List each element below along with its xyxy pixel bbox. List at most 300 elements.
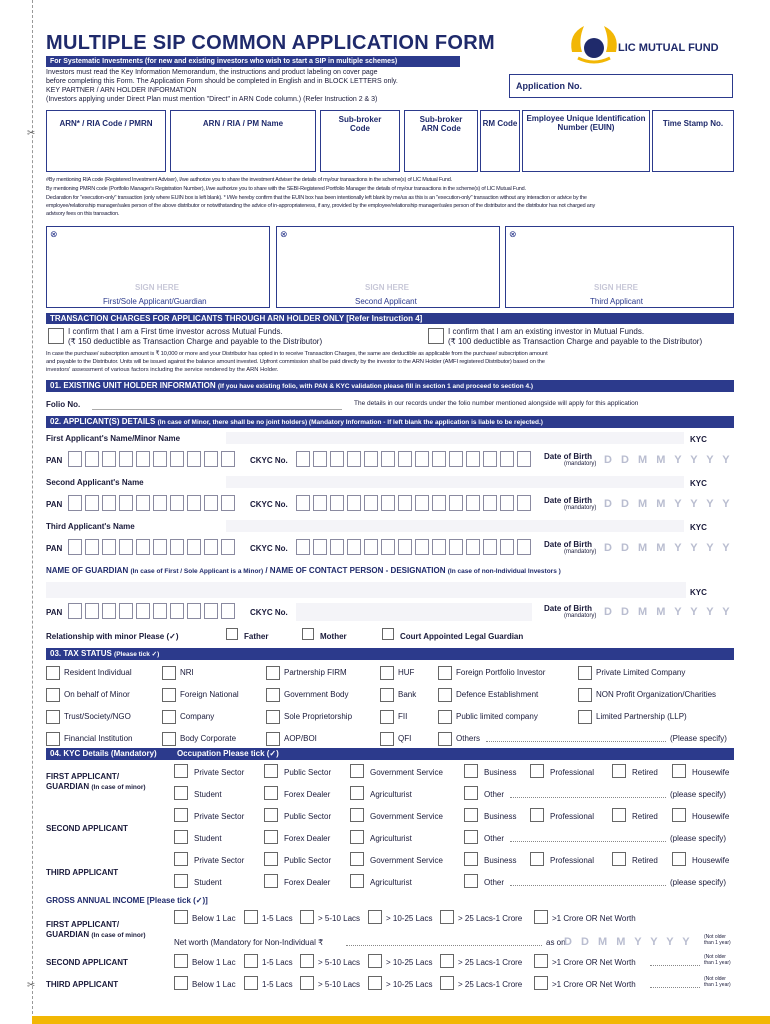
timestamp-header: Time Stamp No. (662, 119, 724, 128)
tax-status-checkbox[interactable] (438, 688, 452, 702)
pan-char-box[interactable] (170, 451, 184, 467)
court-guardian-checkbox[interactable] (382, 628, 394, 640)
occupation-checkbox[interactable] (612, 852, 626, 866)
tax-status-checkbox[interactable] (438, 666, 452, 680)
ckyc-char-box[interactable] (483, 539, 497, 555)
tax-status-option: Bank (398, 690, 417, 699)
ckyc-char-box[interactable] (483, 495, 497, 511)
networth-label: Net worth (Mandatory for Non-Individual ₹ (174, 938, 324, 947)
occupation-option: Other (484, 834, 505, 843)
euin-cell[interactable] (522, 110, 650, 172)
ckyc-char-box[interactable] (483, 451, 497, 467)
occupation-checkbox[interactable] (464, 852, 478, 866)
ckyc-char-box[interactable] (449, 495, 463, 511)
arn-code-cell[interactable] (46, 110, 166, 172)
pan-char-box[interactable] (119, 539, 133, 555)
pan-char-box[interactable] (170, 495, 184, 511)
occupation-checkbox[interactable] (264, 786, 278, 800)
section-1-bar (46, 380, 734, 392)
pan-char-box[interactable] (136, 539, 150, 555)
tax-status-checkbox[interactable] (46, 688, 60, 702)
dob-input[interactable]: D D M M Y Y Y Y (604, 498, 733, 510)
occupation-checkbox[interactable] (464, 830, 478, 844)
occupation-option: Student (194, 790, 222, 799)
pan-char-box[interactable] (204, 451, 218, 467)
guardian-pan-boxes[interactable] (68, 603, 240, 621)
ckyc-char-box[interactable] (296, 451, 310, 467)
networth-dots[interactable] (650, 965, 700, 966)
networth-dots[interactable] (650, 987, 700, 988)
pan-char-box[interactable] (119, 451, 133, 467)
occupation-checkbox[interactable] (174, 764, 188, 778)
pan-boxes[interactable] (68, 539, 240, 557)
tax-status-option: Foreign Portfolio Investor (456, 668, 546, 677)
occupation-checkbox[interactable] (174, 830, 188, 844)
ckyc-char-box[interactable] (415, 495, 429, 511)
arn-name-header: ARN / RIA / PM Name (202, 119, 284, 128)
ckyc-char-box[interactable] (449, 539, 463, 555)
not-older-note: (Not older than 1 year) (704, 954, 731, 966)
ckyc-char-box[interactable] (347, 451, 361, 467)
guardian-name-input[interactable] (46, 582, 686, 598)
contact-sub: (In case of non-Individual Investors ) (447, 568, 561, 575)
subbroker-code-cell[interactable] (320, 110, 400, 172)
section-title: TAX STATUS (63, 649, 112, 658)
income-checkbox[interactable] (440, 910, 454, 924)
broker-table (46, 110, 734, 172)
income-checkbox[interactable] (440, 954, 454, 968)
contact-label: / NAME OF CONTACT PERSON - DESIGNATION (265, 566, 446, 575)
pan-char-box[interactable] (187, 451, 201, 467)
father-checkbox[interactable] (226, 628, 238, 640)
pan-char-box[interactable] (153, 451, 167, 467)
ckyc-char-box[interactable] (517, 539, 531, 555)
income-checkbox[interactable] (300, 976, 314, 990)
occupation-checkbox[interactable] (264, 764, 278, 778)
tax-status-option: AOP/BOI (284, 734, 317, 743)
pan-char-box[interactable] (170, 539, 184, 555)
pan-char-box[interactable] (68, 495, 82, 511)
pan-char-box[interactable] (68, 451, 82, 467)
income-checkbox[interactable] (244, 910, 258, 924)
income-option: > 25 Lacs-1 Crore (458, 914, 523, 923)
ckyc-char-box[interactable] (449, 451, 463, 467)
dob-mandatory: (mandatory) (564, 505, 597, 511)
occupation-checkbox[interactable] (264, 808, 278, 822)
tax-status-checkbox[interactable] (380, 710, 394, 724)
income-checkbox[interactable] (174, 976, 188, 990)
dob-mandatory: (mandatory) (564, 549, 597, 555)
pan-label: PAN (46, 456, 63, 465)
intro-text: Investors must read the Key Information Memorandum, the instructions and product labeling on cover page (46, 69, 378, 76)
income-checkbox[interactable] (300, 910, 314, 924)
sign-caption-second: Second Applicant (355, 297, 417, 306)
section-title: APPLICANT(S) DETAILS (63, 417, 156, 426)
txn-note: investors' assessment of various factors including the service rendered by the ARN Holder. (46, 367, 279, 373)
income-checkbox[interactable] (244, 976, 258, 990)
relation-label: Relationship with minor Please (✓) (46, 632, 179, 641)
occupation-checkbox[interactable] (612, 808, 626, 822)
ckyc-char-box[interactable] (500, 539, 514, 555)
ckyc-char-box[interactable] (364, 451, 378, 467)
ckyc-char-box[interactable] (517, 451, 531, 467)
tax-status-checkbox[interactable] (162, 710, 176, 724)
ckyc-boxes[interactable] (296, 451, 532, 469)
tax-status-checkbox[interactable] (438, 732, 452, 746)
ckyc-char-box[interactable] (398, 539, 412, 555)
pan-char-box[interactable] (187, 539, 201, 555)
form-title: MULTIPLE SIP COMMON APPLICATION FORM (46, 32, 495, 54)
occupation-checkbox[interactable] (464, 764, 478, 778)
occupation-checkbox[interactable] (672, 852, 686, 866)
ckyc-char-box[interactable] (500, 495, 514, 511)
rm-code-header: RM Code (482, 119, 518, 128)
occupation-checkbox[interactable] (530, 764, 544, 778)
occupation-checkbox[interactable] (174, 874, 188, 888)
ckyc-char-box[interactable] (398, 451, 412, 467)
occupation-checkbox[interactable] (350, 874, 364, 888)
declaration-text: #By mentioning RIA code (Registered Investment Adviser), I/we authorize you to share the investment Adviser the details of my/our transactions in the scheme(s) of LIC Mutual Fund. (46, 177, 452, 183)
pan-boxes[interactable] (68, 495, 240, 513)
pan-char-box[interactable] (119, 495, 133, 511)
sign-box-first[interactable] (46, 226, 270, 308)
income-checkbox[interactable] (368, 910, 382, 924)
ckyc-boxes[interactable] (296, 495, 532, 513)
tax-status-checkbox[interactable] (380, 688, 394, 702)
occupation-checkbox[interactable] (530, 852, 544, 866)
tax-status-checkbox[interactable] (578, 666, 592, 680)
income-checkbox[interactable] (534, 910, 548, 924)
tax-status-option: Private Limited Company (596, 668, 686, 677)
occupation-checkbox[interactable] (350, 830, 364, 844)
dob-mandatory: (mandatory) (564, 613, 597, 619)
occupation-option: Professional (550, 768, 595, 777)
tax-status-checkbox[interactable] (162, 688, 176, 702)
income-checkbox[interactable] (174, 910, 188, 924)
tax-status-option: QFI (398, 734, 412, 743)
guardian-ckyc-boxes[interactable] (296, 603, 532, 621)
tax-status-option: Trust/Society/NGO (64, 712, 131, 721)
occupation-option: Professional (550, 812, 595, 821)
ckyc-char-box[interactable] (313, 539, 327, 555)
tax-status-checkbox[interactable] (266, 710, 280, 724)
applicant-name-input[interactable] (226, 520, 684, 532)
pan-char-box[interactable] (187, 495, 201, 511)
tax-status-checkbox[interactable] (266, 732, 280, 746)
pan-boxes[interactable] (68, 451, 240, 469)
tax-status-option: Others (456, 734, 481, 743)
pan-char-box[interactable] (68, 539, 82, 555)
ckyc-char-box[interactable] (432, 451, 446, 467)
application-no-label: Application No. (516, 81, 582, 91)
section-number: 04. (50, 749, 62, 758)
pan-char-box[interactable] (136, 495, 150, 511)
ckyc-char-box[interactable] (296, 539, 310, 555)
occupation-checkbox[interactable] (350, 764, 364, 778)
ckyc-char-box[interactable] (347, 495, 361, 511)
kyc-applicant-label: SECOND APPLICANT (46, 824, 128, 833)
ckyc-char-box[interactable] (398, 495, 412, 511)
occupation-checkbox[interactable] (264, 874, 278, 888)
networth-input[interactable] (346, 945, 542, 946)
occupation-checkbox[interactable] (530, 808, 544, 822)
pan-char-box[interactable] (102, 603, 116, 619)
ckyc-char-box[interactable] (381, 495, 395, 511)
occupation-heading: Occupation Please tick (✓) (176, 749, 279, 758)
intro-text: (Investors applying under Direct Plan must mention "Direct" in ARN Code column.) (Refer Instruction 2 & 3) (46, 96, 378, 103)
occupation-option: Forex Dealer (284, 834, 331, 843)
section-subtitle: (In case of Minor, there shall be no joint holders) (Mandatory Information - If left blank the application is liable to be rejected.) (157, 419, 543, 426)
ckyc-char-box[interactable] (432, 495, 446, 511)
occupation-checkbox[interactable] (464, 874, 478, 888)
occupation-checkbox[interactable] (464, 808, 478, 822)
sign-caption-third: Third Applicant (590, 297, 643, 306)
ckyc-char-box[interactable] (330, 495, 344, 511)
income-checkbox[interactable] (368, 954, 382, 968)
occupation-checkbox[interactable] (174, 808, 188, 822)
occupation-option: Private Sector (194, 768, 245, 777)
as-on-label: as on (546, 938, 566, 947)
occupation-option: Professional (550, 856, 595, 865)
ckyc-char-box[interactable] (381, 539, 395, 555)
occupation-checkbox[interactable] (350, 786, 364, 800)
others-specify-line[interactable] (486, 741, 666, 742)
guardian-heading (46, 566, 561, 575)
declaration-text: advisory fees on this transaction. (46, 211, 120, 217)
tax-status-option: Resident Individual (64, 668, 132, 677)
declaration-text: employee/relationship manager/sales person of the above distributor or notwithstanding the advice of in-appropriateness, if any, provided by the employee/relationship manager/sales person of the distributor and the distributor has not charged any (46, 203, 596, 209)
tax-status-checkbox[interactable] (46, 732, 60, 746)
tax-status-checkbox[interactable] (162, 732, 176, 746)
section-number: 02. (50, 417, 62, 426)
folio-note: The details in our records under the folio number mentioned alongside will apply for this application (354, 400, 639, 407)
pan-char-box[interactable] (204, 495, 218, 511)
ckyc-char-box[interactable] (364, 539, 378, 555)
occupation-checkbox[interactable] (612, 764, 626, 778)
occupation-checkbox[interactable] (350, 852, 364, 866)
other-specify-line[interactable] (510, 885, 666, 886)
occupation-option: Government Service (370, 812, 443, 821)
occupation-checkbox[interactable] (672, 808, 686, 822)
tax-status-checkbox[interactable] (578, 710, 592, 724)
networth-date-input[interactable]: D D M M Y Y Y Y (564, 936, 693, 948)
pan-char-box[interactable] (221, 539, 235, 555)
income-checkbox[interactable] (440, 976, 454, 990)
section-number: 01. (50, 381, 62, 390)
pan-char-box[interactable] (221, 451, 235, 467)
tax-status-checkbox[interactable] (162, 666, 176, 680)
occupation-option: Business (484, 768, 517, 777)
ckyc-char-box[interactable] (347, 539, 361, 555)
txn-note: In case the purchase/ subscription amount is ₹ 10,000 or more and your Distributor has opted in to receive Transaction Charges, the same are deductible as applicable from the purchase/ subscription amount (46, 351, 548, 357)
euin-header: Employee Unique Identification Number (EUIN) (526, 114, 646, 132)
occupation-checkbox[interactable] (672, 764, 686, 778)
pan-char-box[interactable] (102, 495, 116, 511)
pan-char-box[interactable] (204, 603, 218, 619)
tax-status-option: Company (180, 712, 215, 721)
pan-char-box[interactable] (85, 495, 99, 511)
occupation-option: Student (194, 878, 222, 887)
pan-char-box[interactable] (187, 603, 201, 619)
occupation-checkbox[interactable] (174, 852, 188, 866)
ckyc-char-box[interactable] (330, 539, 344, 555)
ckyc-label: CKYC No. (250, 608, 288, 617)
other-specify-line[interactable] (510, 797, 666, 798)
dob-label: Date of Birth (544, 540, 592, 549)
tax-status-checkbox[interactable] (380, 666, 394, 680)
cut-line (32, 0, 33, 1024)
other-specify-line[interactable] (510, 841, 666, 842)
application-no-box[interactable] (509, 74, 733, 98)
occupation-checkbox[interactable] (264, 852, 278, 866)
occupation-checkbox[interactable] (350, 808, 364, 822)
sign-box-second[interactable] (276, 226, 500, 308)
ckyc-char-box[interactable] (466, 495, 480, 511)
occupation-option: Business (484, 812, 517, 821)
not-older-note: (Not older than 1 year) (704, 934, 731, 946)
ckyc-label: CKYC No. (250, 544, 288, 553)
mother-checkbox[interactable] (302, 628, 314, 640)
existing-investor-checkbox[interactable] (428, 328, 444, 344)
income-option: Below 1 Lac (192, 958, 236, 967)
first-time-investor-checkbox[interactable] (48, 328, 64, 344)
pan-char-box[interactable] (102, 539, 116, 555)
not-older-note: (Not older than 1 year) (704, 976, 731, 988)
pan-char-box[interactable] (153, 495, 167, 511)
declaration-text: By mentioning PMRN code (Portfolio Manager's Registration Number), I/we authorize you to share with the SEBI-Registered Portfolio Manager the details of my/our transactions in the scheme(s) of LIC Mutual Fund. (46, 186, 526, 192)
ckyc-label: CKYC No. (250, 456, 288, 465)
income-checkbox[interactable] (300, 954, 314, 968)
subbroker-arn-header: Sub-broker ARN Code (419, 115, 463, 133)
sign-here-label: SIGN HERE (594, 283, 639, 292)
guardian-label: NAME OF GUARDIAN (46, 566, 129, 575)
income-option: > 5-10 Lacs (318, 914, 361, 923)
occupation-option: Government Service (370, 768, 443, 777)
tax-status-option: Financial Institution (64, 734, 133, 743)
tax-status-option: On behalf of Minor (64, 690, 130, 699)
tax-status-checkbox[interactable] (380, 732, 394, 746)
tax-status-option: HUF (398, 668, 415, 677)
pan-char-box[interactable] (153, 539, 167, 555)
pan-char-box[interactable] (136, 603, 150, 619)
occupation-checkbox[interactable] (464, 786, 478, 800)
pan-char-box[interactable] (85, 539, 99, 555)
ckyc-char-box[interactable] (381, 451, 395, 467)
arn-name-cell[interactable] (170, 110, 316, 172)
income-option: 1-5 Lacs (262, 958, 293, 967)
pan-char-box[interactable] (153, 603, 167, 619)
ckyc-char-box[interactable] (364, 495, 378, 511)
tax-status-checkbox[interactable] (46, 666, 60, 680)
ckyc-char-box[interactable] (517, 495, 531, 511)
subbroker-arn-cell[interactable] (404, 110, 478, 172)
ckyc-boxes[interactable] (296, 539, 532, 557)
pan-char-box[interactable] (221, 603, 235, 619)
income-checkbox[interactable] (534, 976, 548, 990)
kyc-label: KYC (690, 479, 707, 488)
ckyc-char-box[interactable] (313, 495, 327, 511)
income-checkbox[interactable] (174, 954, 188, 968)
tax-status-checkbox[interactable] (266, 688, 280, 702)
tax-status-checkbox[interactable] (266, 666, 280, 680)
txn-option-1-label: I confirm that I am a First time investor across Mutual Funds. (68, 327, 283, 336)
pan-char-box[interactable] (85, 451, 99, 467)
pan-char-box[interactable] (136, 451, 150, 467)
occupation-checkbox[interactable] (174, 786, 188, 800)
ckyc-char-box[interactable] (415, 451, 429, 467)
txn-note: and payable to the Distributor. Units will be issued against the balance amount invested. Upfront commission shall be paid directly by the investor to the ARN Holder (AMFI registered Distributor) based on the (46, 359, 545, 365)
ckyc-char-box[interactable] (330, 451, 344, 467)
folio-input[interactable] (92, 396, 342, 410)
ckyc-char-box[interactable] (466, 539, 480, 555)
income-checkbox[interactable] (244, 954, 258, 968)
pan-char-box[interactable] (119, 603, 133, 619)
kyc-label: KYC (690, 588, 707, 597)
pan-char-box[interactable] (102, 451, 116, 467)
logo-text: LIC MUTUAL FUND (618, 42, 719, 54)
occupation-option: Private Sector (194, 812, 245, 821)
sign-marker-icon: ⊗ (280, 229, 288, 239)
sign-caption-first: First/Sole Applicant/Guardian (103, 297, 207, 306)
rm-code-cell[interactable] (480, 110, 520, 172)
tax-status-option: Sole Proprietorship (284, 712, 353, 721)
txn-option-2-label: I confirm that I am an existing investor in Mutual Funds. (448, 327, 645, 336)
applicant-name-input[interactable] (226, 476, 684, 488)
income-applicant-label: SECOND APPLICANT (46, 958, 128, 967)
dob-input[interactable]: D D M M Y Y Y Y (604, 454, 733, 466)
pan-char-box[interactable] (204, 539, 218, 555)
transaction-charges-bar: TRANSACTION CHARGES FOR APPLICANTS THROUGH ARN HOLDER ONLY [Refer Instruction 4] (46, 313, 734, 324)
lic-logo-icon (564, 22, 624, 66)
ckyc-char-box[interactable] (432, 539, 446, 555)
tax-status-checkbox[interactable] (438, 710, 452, 724)
kyc-applicant-label: FIRST APPLICANT/ (46, 772, 120, 781)
income-checkbox[interactable] (368, 976, 382, 990)
tax-status-option: NRI (180, 668, 194, 677)
ckyc-char-box[interactable] (466, 451, 480, 467)
applicant-name-input[interactable] (226, 432, 684, 444)
tax-status-checkbox[interactable] (578, 688, 592, 702)
income-option: >1 Crore OR Net Worth (552, 914, 636, 923)
pan-char-box[interactable] (221, 495, 235, 511)
occupation-option: Private Sector (194, 856, 245, 865)
txn-option-1-note: (₹ 150 deductible as Transaction Charge and payable to the Distributor) (68, 337, 323, 346)
guardian-dob-input[interactable]: D D M M Y Y Y Y (604, 606, 733, 618)
ckyc-char-box[interactable] (313, 451, 327, 467)
pan-char-box[interactable] (170, 603, 184, 619)
ckyc-char-box[interactable] (415, 539, 429, 555)
income-option: > 5-10 Lacs (318, 958, 361, 967)
ckyc-char-box[interactable] (500, 451, 514, 467)
tax-status-checkbox[interactable] (46, 710, 60, 724)
sign-box-third[interactable] (505, 226, 734, 308)
occupation-checkbox[interactable] (264, 830, 278, 844)
occupation-option: Business (484, 856, 517, 865)
pan-char-box[interactable] (85, 603, 99, 619)
ckyc-char-box[interactable] (296, 495, 310, 511)
occupation-option: Agriculturist (370, 878, 412, 887)
intro-text: KEY PARTNER / ARN HOLDER INFORMATION (46, 87, 197, 94)
guardian-sub: (In case of First / Sole Applicant is a Minor) (130, 568, 264, 575)
pan-label: PAN (46, 500, 63, 509)
pan-char-box[interactable] (68, 603, 82, 619)
dob-input[interactable]: D D M M Y Y Y Y (604, 542, 733, 554)
income-checkbox[interactable] (534, 954, 548, 968)
folio-label: Folio No. (46, 400, 81, 409)
timestamp-cell[interactable] (652, 110, 734, 172)
occupation-option: Housewife (692, 856, 730, 865)
section-title: KYC Details (Mandatory) (63, 749, 157, 758)
